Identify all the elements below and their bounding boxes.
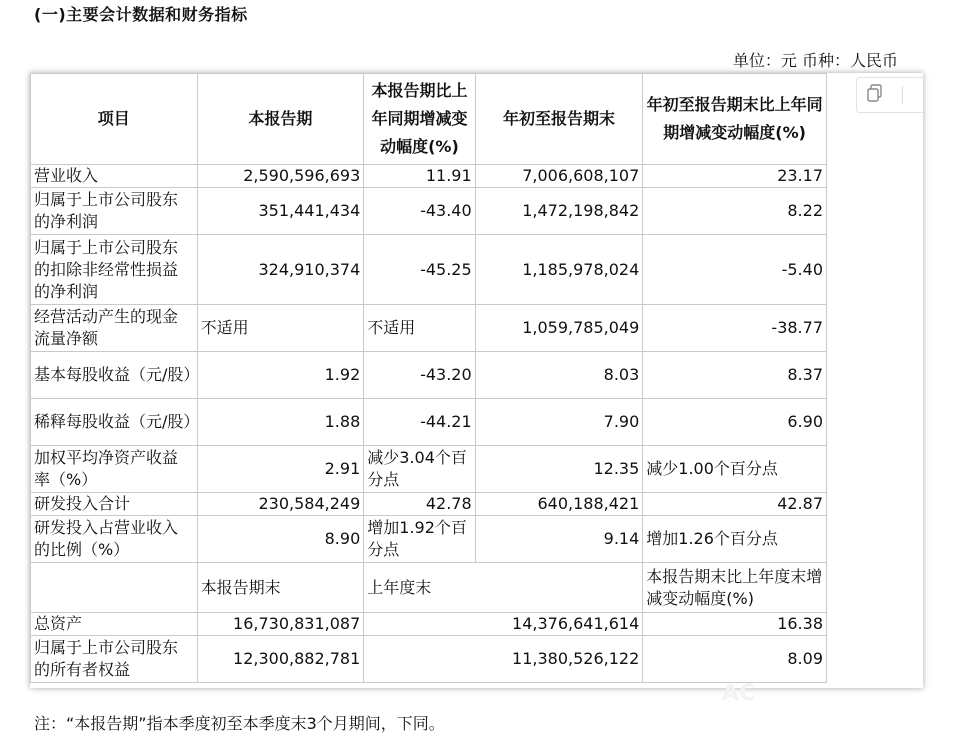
value-cell: 640,188,421 — [475, 493, 643, 516]
item-cell: 稀释每股收益（元/股） — [31, 399, 198, 446]
value-cell: 增加1.92个百分点 — [364, 516, 475, 563]
value-cell: 7.90 — [475, 399, 643, 446]
value-cell: 23.17 — [643, 165, 827, 188]
table-row — [31, 446, 827, 493]
table-row — [31, 165, 827, 188]
section-title: (一)主要会计数据和财务指标 — [34, 5, 248, 24]
value-cell: 8.90 — [197, 516, 364, 563]
header-cell: 年初至报告期末 — [475, 74, 643, 165]
value-cell: 7,006,608,107 — [475, 165, 643, 188]
value-cell: 1.88 — [197, 399, 364, 446]
item-cell: 基本每股收益（元/股） — [31, 352, 198, 399]
table-row — [31, 352, 827, 399]
table-row — [31, 516, 827, 563]
item-cell: 归属于上市公司股东的净利润 — [31, 188, 198, 235]
value-cell: 11.91 — [364, 165, 475, 188]
header-cell: 本报告期 — [197, 74, 364, 165]
table-row — [31, 399, 827, 446]
undo-icon[interactable] — [922, 84, 924, 107]
header-cell: 本报告期比上年同期增减变动幅度(%) — [364, 74, 475, 165]
value-cell: 8.37 — [643, 352, 827, 399]
value-cell: 2.91 — [197, 446, 364, 493]
value-cell: 减少1.00个百分点 — [643, 446, 827, 493]
value-cell: 1.92 — [197, 352, 364, 399]
table-row — [31, 493, 827, 516]
value-cell: -44.21 — [364, 399, 475, 446]
table-row — [31, 305, 827, 352]
header-cell: 年初至报告期末比上年同期增减变动幅度(%) — [643, 74, 827, 165]
value-cell: 6.90 — [643, 399, 827, 446]
value-cell: 42.78 — [364, 493, 475, 516]
subheader-cell: 本报告期末 — [197, 563, 364, 613]
item-cell: 归属于上市公司股东的所有者权益 — [31, 636, 198, 683]
value-cell: 8.03 — [475, 352, 643, 399]
value-cell: 不适用 — [197, 305, 364, 352]
item-cell: 营业收入 — [31, 165, 198, 188]
value-cell: 8.22 — [643, 188, 827, 235]
value-cell: 16.38 — [643, 613, 827, 636]
value-cell: 8.09 — [643, 636, 827, 683]
value-cell: -43.40 — [364, 188, 475, 235]
footnote: 注：“本报告期”指本季度初至本季度末3个月期间，下同。 — [34, 714, 445, 733]
item-cell: 加权平均净资产收益率（%） — [31, 446, 198, 493]
value-cell: 2,590,596,693 — [197, 165, 364, 188]
toolbar-divider — [902, 86, 903, 104]
subheader-cell: 上年度末 — [364, 563, 643, 613]
value-cell: -45.25 — [364, 235, 475, 305]
value-cell: 351,441,434 — [197, 188, 364, 235]
value-cell: 减少3.04个百分点 — [364, 446, 475, 493]
value-cell: 1,472,198,842 — [475, 188, 643, 235]
value-cell: -38.77 — [643, 305, 827, 352]
watermark: AC — [722, 681, 756, 706]
table-header-row — [31, 74, 827, 165]
value-cell: 9.14 — [475, 516, 643, 563]
value-cell: 增加1.26个百分点 — [643, 516, 827, 563]
value-cell: 12.35 — [475, 446, 643, 493]
value-cell: 12,300,882,781 — [197, 636, 364, 683]
subheader-cell — [31, 563, 198, 613]
table-subheader-row — [31, 563, 827, 613]
unit-currency-line: 单位：元 币种：人民币 — [732, 51, 898, 70]
table-row — [31, 188, 827, 235]
table-toolbar — [856, 77, 923, 113]
item-cell: 归属于上市公司股东的扣除非经常性损益的净利润 — [31, 235, 198, 305]
item-cell: 总资产 — [31, 613, 198, 636]
value-cell: 11,380,526,122 — [364, 636, 643, 683]
value-cell: 不适用 — [364, 305, 475, 352]
header-cell: 项目 — [31, 74, 198, 165]
financial-indicators-table — [30, 73, 827, 683]
value-cell: 16,730,831,087 — [197, 613, 364, 636]
item-cell: 研发投入占营业收入的比例（%） — [31, 516, 198, 563]
value-cell: 324,910,374 — [197, 235, 364, 305]
value-cell: -5.40 — [643, 235, 827, 305]
value-cell: 1,185,978,024 — [475, 235, 643, 305]
table-row — [31, 613, 827, 636]
table-container — [30, 73, 923, 688]
copy-icon[interactable] — [867, 84, 883, 107]
value-cell: 42.87 — [643, 493, 827, 516]
value-cell: 230,584,249 — [197, 493, 364, 516]
item-cell: 经营活动产生的现金流量净额 — [31, 305, 198, 352]
value-cell: 1,059,785,049 — [475, 305, 643, 352]
table-row — [31, 235, 827, 305]
value-cell: 14,376,641,614 — [364, 613, 643, 636]
value-cell: -43.20 — [364, 352, 475, 399]
subheader-cell: 本报告期末比上年度末增减变动幅度(%) — [643, 563, 827, 613]
item-cell: 研发投入合计 — [31, 493, 198, 516]
table-row — [31, 636, 827, 683]
